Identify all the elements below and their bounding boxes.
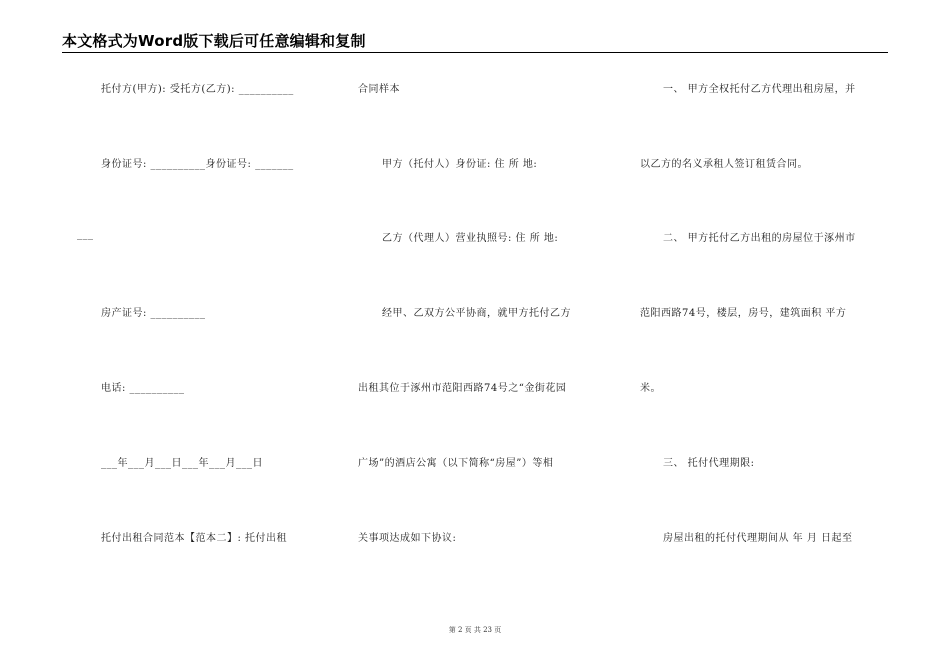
col1-line-7: 托付出租合同范本【范本二】: 托付出租: [101, 533, 288, 544]
col1-line-4: 房产证号: __________: [101, 308, 206, 319]
col2-line-3: 乙方（代理人）营业执照号: 住 所 地:: [382, 233, 559, 244]
col1-line-5: 电话: __________: [101, 383, 185, 394]
col3-line-2: 以乙方的名义承租人签订租赁合同。: [640, 159, 808, 170]
col2-line-6: 广场”的酒店公寓（以下简称“房屋”）等相: [358, 458, 554, 469]
col1-line-2: 身份证号: __________身份证号: _______: [101, 159, 294, 170]
header-divider: [62, 52, 888, 53]
col3-line-5: 米。: [640, 383, 661, 394]
page-number-footer: 第 2 页 共 23 页: [448, 626, 502, 634]
col3-line-7: 房屋出租的托付代理期间从 年 月 日起至: [663, 533, 853, 544]
col1-line-3: ___: [77, 229, 94, 240]
col2-line-5: 出租其位于涿州市范阳西路74号之“金街花园: [358, 383, 567, 394]
document-header-title: 本文格式为Word版下载后可任意编辑和复制: [62, 32, 366, 50]
col2-line-7: 关事项达成如下协议:: [358, 533, 457, 544]
col2-line-4: 经甲、乙双方公平协商，就甲方托付乙方: [382, 308, 571, 319]
col3-line-3: 二、 甲方托付乙方出租的房屋位于涿州市: [663, 233, 856, 244]
col2-line-2: 甲方（托付人）身份证: 住 所 地:: [382, 159, 538, 170]
col1-line-6: ___年___月___日___年___月___日: [101, 458, 263, 469]
col1-line-1: 托付方(甲方): 受托方(乙方): __________: [101, 84, 294, 95]
col2-line-1: 合同样本: [358, 84, 400, 95]
col3-line-4: 范阳西路74号，楼层，房号，建筑面积 平方: [640, 308, 847, 319]
col3-line-1: 一、 甲方全权托付乙方代理出租房屋，并: [663, 84, 856, 95]
col3-line-6: 三、 托付代理期限:: [663, 458, 755, 469]
